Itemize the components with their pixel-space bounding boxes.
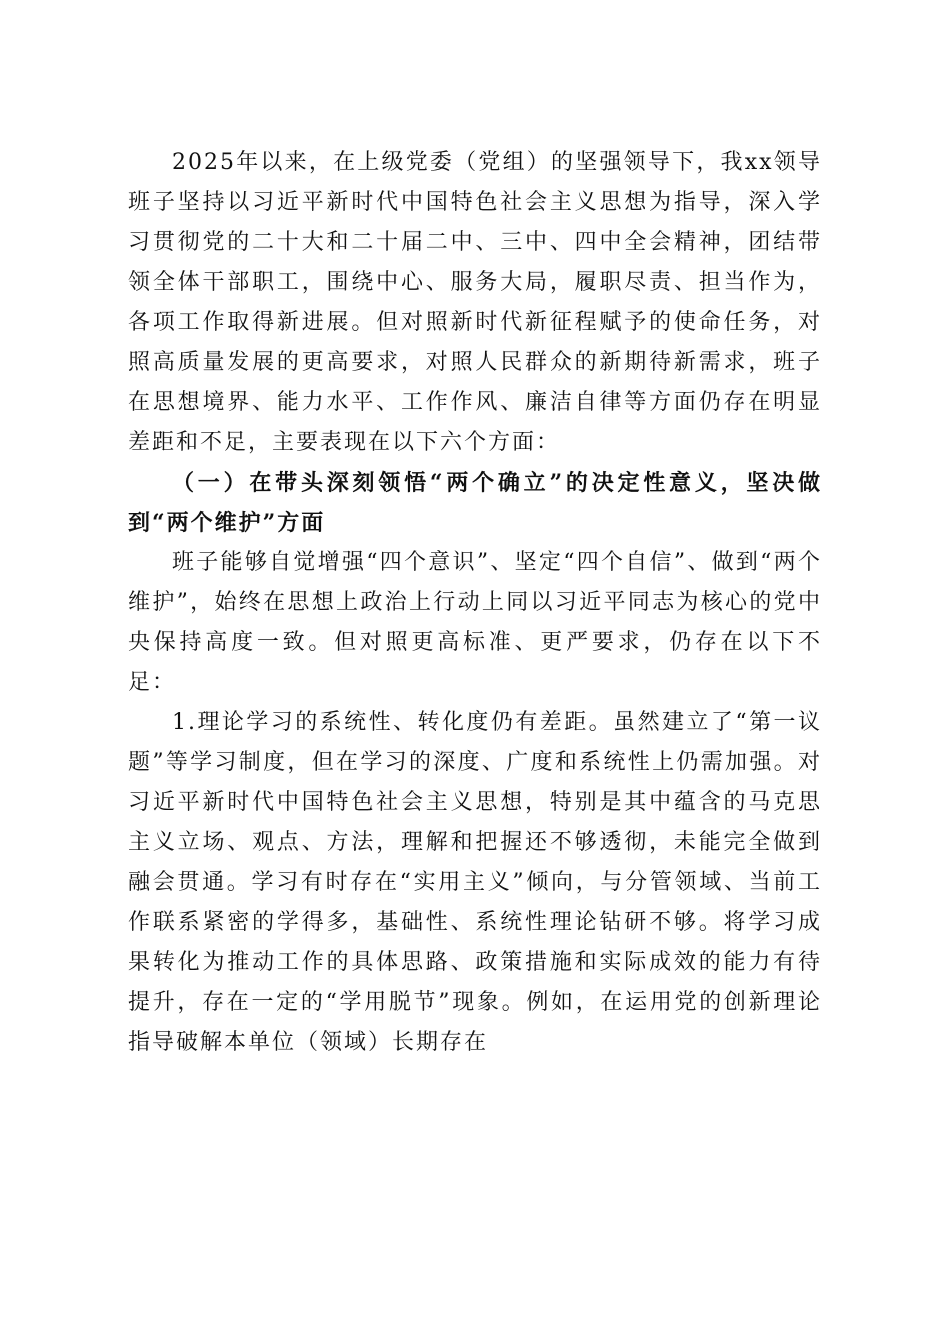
- intro-paragraph: 2025年以来，在上级党委（党组）的坚强领导下，我xx领导班子坚持以习近平新时代中国特色社会主义思想为指导，深入学习贯彻党的二十大和二十届二中、三中、四中全会精神，团结带领全体干部职工，围绕中心、服务大局，履职尽责、担当作为，各项工作取得新进展。但对照新时代新征程赋予的使命任务，对照高质量发展的更高要求，对照人民群众的新期待新需求，班子在思想境界、能力水平、工作作风、廉洁自律等方面仍存在明显差距和不足，主要表现在以下六个方面：: [128, 150, 822, 455]
- document-body: [128, 143, 822, 1063]
- numbered-point-paragraph: 1.理论学习的系统性、转化度仍有差距。虽然建立了“第一议题”等学习制度，但在学习的深度、广度和系统性上仍需加强。对习近平新时代中国特色社会主义思想，特别是其中蕴含的马克思主义立场、观点、方法，理解和把握还不够透彻，未能完全做到融会贯通。学习有时存在“实用主义”倾向，与分管领域、当前工作联系紧密的学得多，基础性、系统性理论钻研不够。将学习成果转化为推动工作的具体思路、政策措施和实际成效的能力有待提升，存在一定的“学用脱节”现象。例如，在运用党的创新理论指导破解本单位（领域）长期存在: [128, 710, 822, 1055]
- section-heading: （一）在带头深刻领悟“两个确立”的决定性意义，坚决做到“两个维护”方面: [128, 470, 822, 536]
- section-intro-paragraph: 班子能够自觉增强“四个意识”、坚定“四个自信”、做到“两个维护”，始终在思想上政治上行动上同以习近平同志为核心的党中央保持高度一致。但对照更高标准、更严要求，仍存在以下不足：: [128, 550, 822, 695]
